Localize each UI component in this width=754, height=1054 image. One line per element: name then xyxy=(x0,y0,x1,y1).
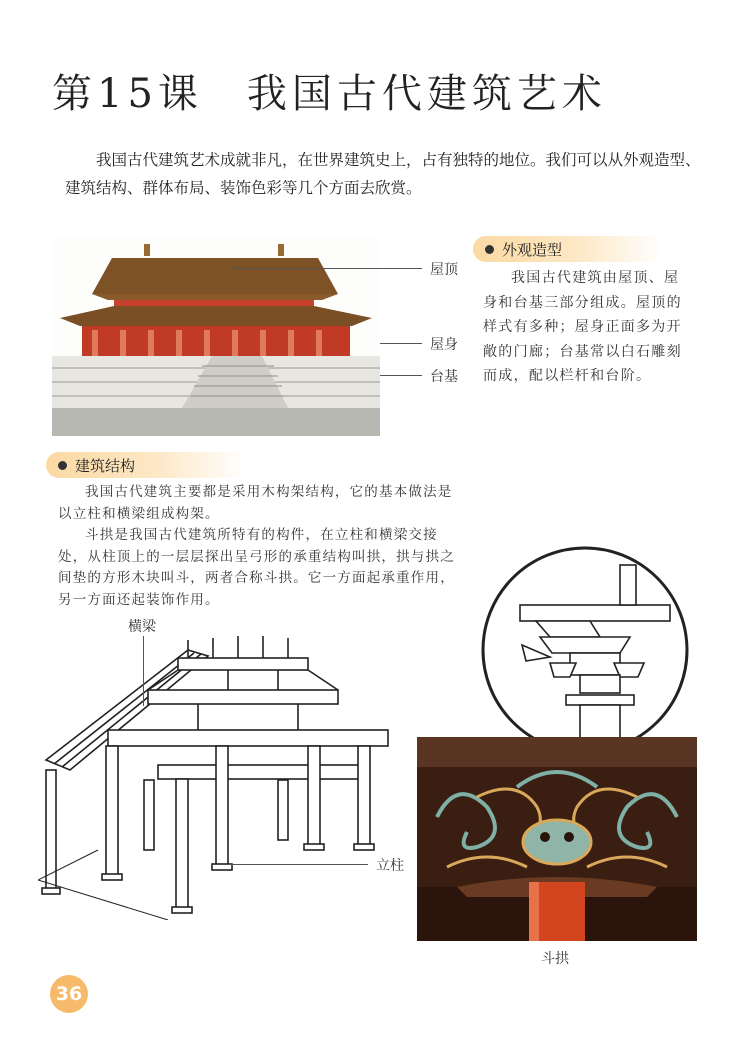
structure-heading: 建筑结构 xyxy=(46,452,246,478)
structure-paragraph-1: 我国古代建筑主要都是采用木构架结构，它的基本做法是以立柱和横梁组成构架。 xyxy=(58,484,453,522)
lesson-subtitle: 我国古代建筑艺术 xyxy=(246,71,607,117)
bracket-detail-circle xyxy=(480,545,690,755)
timber-frame-drawing xyxy=(38,630,418,920)
palace-hall-photo xyxy=(52,236,380,436)
body-label: 屋身 xyxy=(430,337,458,353)
appearance-paragraph: 我国古代建筑由屋顶、屋身和台基三部分组成。屋顶的样式有多种；屋身正面多为开敞的门廊；台基常以白石雕刻而成，配以栏杆和台阶。 xyxy=(483,270,682,384)
beam-pointer-line xyxy=(143,636,144,706)
beam-label: 横梁 xyxy=(128,619,156,635)
column-label: 立柱 xyxy=(376,858,404,874)
bracket-label: 斗拱 xyxy=(541,951,569,967)
intro-paragraph: 我国古代建筑艺术成就非凡，在世界建筑史上，占有独特的地位。我们可以从外观造型、建筑结构、群体布局、装饰色彩等几个方面去欣赏。 xyxy=(65,151,701,197)
lesson-number: 第15课 xyxy=(52,71,203,117)
bullet-dot-icon xyxy=(485,245,494,254)
lesson-title xyxy=(52,62,607,119)
roof-pointer-line xyxy=(232,268,422,269)
column-pointer-line xyxy=(228,864,368,865)
base-label: 台基 xyxy=(430,369,458,385)
body-pointer-line xyxy=(380,343,422,344)
roof-label: 屋顶 xyxy=(430,262,458,278)
painted-bracket-photo xyxy=(417,737,697,941)
structure-paragraph-2: 斗拱是我国古代建筑所特有的构件，在立柱和横梁交接处，从柱顶上的一层层探出呈弓形的承重结构叫拱，拱与拱之间垫的方形木块叫斗，两者合称斗拱。它一方面起承重作用，另一方面还起装饰作用。 xyxy=(58,527,455,608)
structure-paragraphs xyxy=(58,482,458,611)
base-pointer-line xyxy=(380,375,422,376)
appearance-heading: 外观造型 xyxy=(473,236,663,262)
page-number: 36 xyxy=(50,975,88,1013)
bullet-dot-icon xyxy=(58,461,67,470)
